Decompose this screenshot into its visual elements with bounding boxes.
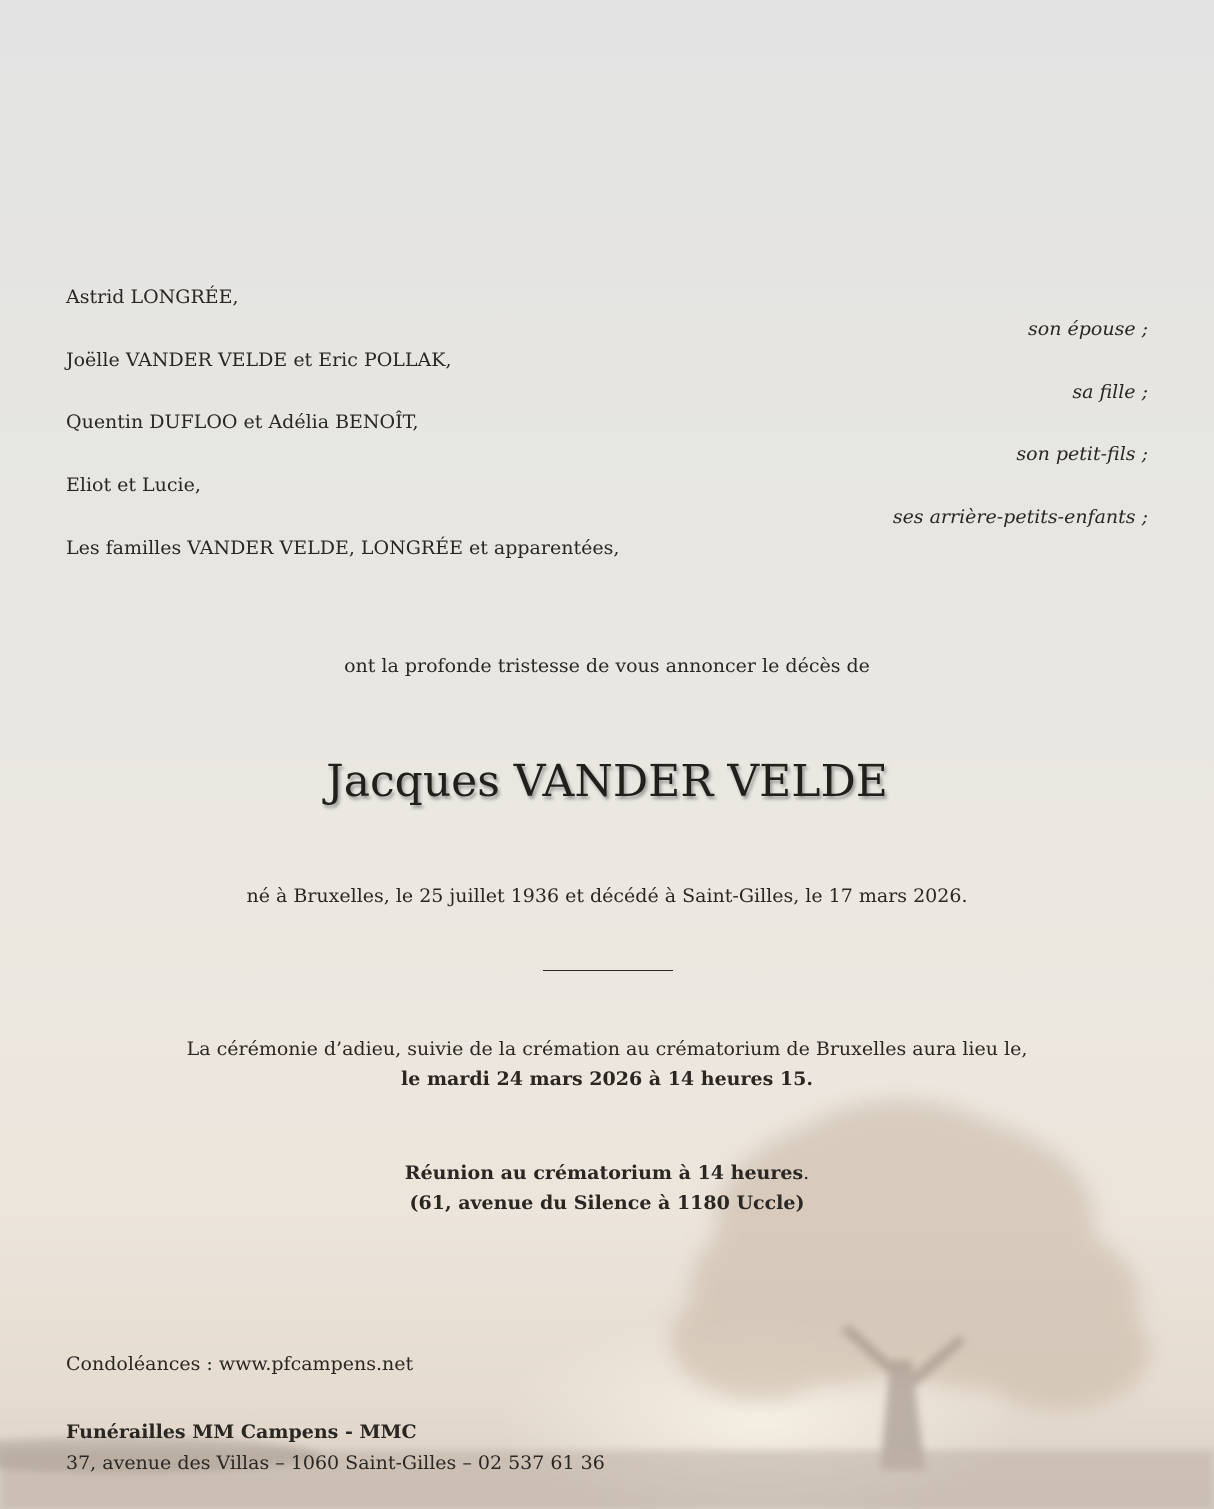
ceremony-description: La cérémonie d’adieu, suivie de la crémation au crématorium de Bruxelles aura lieu le, <box>186 1038 1028 1060</box>
birth-death-dates: né à Bruxelles, le 25 juillet 1936 et décédé à Saint-Gilles, le 17 mars 2026. <box>246 885 968 907</box>
family-relation-4: ses arrière-petits-enfants ; <box>892 506 1148 528</box>
meeting-period: . <box>803 1162 810 1184</box>
crematorium-address: (61, avenue du Silence à 1180 Uccle) <box>409 1192 805 1214</box>
family-member-3: Quentin DUFLOO et Adélia BENOÎT, <box>66 411 419 433</box>
funeral-home-address: 37, avenue des Villas – 1060 Saint-Gilles – 02 537 61 36 <box>66 1452 605 1474</box>
family-relation-2: sa fille ; <box>1072 381 1148 403</box>
family-member-4: Eliot et Lucie, <box>66 474 201 496</box>
announcement-intro: ont la profonde tristesse de vous annoncer le décès de <box>344 655 870 677</box>
family-relation-1: son épouse ; <box>1028 318 1148 340</box>
family-relation-3: son petit-fils ; <box>1016 443 1148 465</box>
condolences-link[interactable]: Condoléances : www.pfcampens.net <box>66 1353 414 1375</box>
funeral-home-name: Funérailles MM Campens - MMC <box>66 1421 417 1443</box>
divider-line <box>543 970 673 971</box>
family-member-1: Astrid LONGRÉE, <box>66 286 239 308</box>
meeting-time: Réunion au crématorium à 14 heures <box>404 1162 804 1184</box>
deceased-name: Jacques VANDER VELDE <box>326 756 888 807</box>
family-member-5: Les familles VANDER VELDE, LONGRÉE et apparentées, <box>66 537 620 559</box>
ceremony-datetime: le mardi 24 mars 2026 à 14 heures 15. <box>401 1068 813 1090</box>
meeting-info <box>0 1158 1214 1188</box>
family-member-2: Joëlle VANDER VELDE et Eric POLLAK, <box>66 349 452 371</box>
